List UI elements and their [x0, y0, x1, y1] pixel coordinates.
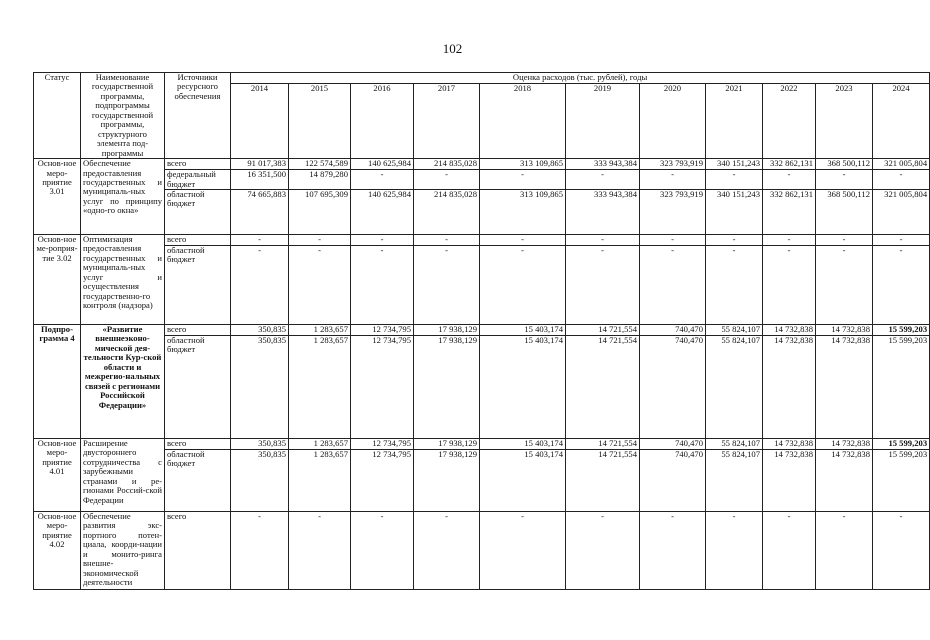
table-row	[34, 324, 930, 335]
value-cell: 332 862,131	[763, 189, 816, 234]
header-name: Наименование государственной программы, подпрограммы государственной программы, структурного элемента под-программы	[81, 73, 165, 159]
value-cell: 14 732,838	[763, 438, 816, 449]
value-cell: -	[566, 245, 640, 324]
value-cell: -	[816, 511, 873, 589]
value-cell: 333 943,384	[566, 189, 640, 234]
value-cell: 15 403,174	[480, 324, 566, 335]
value-cell: 350,835	[231, 335, 289, 438]
value-cell: 140 625,984	[351, 189, 414, 234]
value-cell: 350,835	[231, 324, 289, 335]
value-cell: -	[289, 234, 351, 245]
table-row	[34, 159, 930, 170]
value-cell: 12 734,795	[351, 438, 414, 449]
value-cell: 321 005,804	[873, 159, 930, 170]
table-row	[34, 511, 930, 589]
value-cell: -	[480, 170, 566, 190]
value-cell: 15 403,174	[480, 438, 566, 449]
value-cell: 1 283,657	[289, 449, 351, 511]
value-cell: 17 938,129	[414, 438, 480, 449]
year-header: 2018	[480, 84, 566, 159]
value-cell: -	[640, 170, 706, 190]
table-row	[34, 438, 930, 449]
value-cell: -	[414, 234, 480, 245]
value-cell: 313 109,865	[480, 159, 566, 170]
value-cell: 14 721,554	[566, 324, 640, 335]
table-row	[34, 449, 930, 511]
value-cell: 323 793,919	[640, 189, 706, 234]
value-cell: 55 824,107	[706, 324, 763, 335]
value-cell: 14 721,554	[566, 449, 640, 511]
status-cell: Основ-ное меро-приятие 4.01	[34, 438, 81, 511]
value-cell: 12 734,795	[351, 324, 414, 335]
year-header: 2019	[566, 84, 640, 159]
value-cell: -	[231, 234, 289, 245]
value-cell: -	[763, 234, 816, 245]
value-cell: 55 824,107	[706, 335, 763, 438]
year-header: 2017	[414, 84, 480, 159]
value-cell: 333 943,384	[566, 159, 640, 170]
source-cell: областной бюджет	[165, 245, 231, 324]
value-cell: 321 005,804	[873, 189, 930, 234]
year-header: 2016	[351, 84, 414, 159]
value-cell: 17 938,129	[414, 335, 480, 438]
source-cell: всего	[165, 511, 231, 589]
value-cell: 740,470	[640, 449, 706, 511]
value-cell: -	[351, 170, 414, 190]
value-cell: 14 879,280	[289, 170, 351, 190]
value-cell: -	[816, 234, 873, 245]
value-cell: 14 732,838	[763, 324, 816, 335]
value-cell: -	[640, 245, 706, 324]
value-cell: -	[763, 245, 816, 324]
value-cell: 14 732,838	[816, 324, 873, 335]
value-cell: 740,470	[640, 335, 706, 438]
value-cell: -	[480, 234, 566, 245]
value-cell: 12 734,795	[351, 335, 414, 438]
value-cell: 1 283,657	[289, 324, 351, 335]
value-cell: 91 017,383	[231, 159, 289, 170]
value-cell: 15 403,174	[480, 449, 566, 511]
value-cell: 16 351,500	[231, 170, 289, 190]
value-cell: 14 732,838	[816, 335, 873, 438]
value-cell: 74 665,883	[231, 189, 289, 234]
table-row	[34, 335, 930, 438]
value-cell: 340 151,243	[706, 189, 763, 234]
value-cell: 55 824,107	[706, 449, 763, 511]
value-cell: 214 835,028	[414, 159, 480, 170]
source-cell: всего	[165, 324, 231, 335]
value-cell: -	[231, 245, 289, 324]
year-header: 2021	[706, 84, 763, 159]
value-cell: 55 824,107	[706, 438, 763, 449]
value-cell: -	[351, 245, 414, 324]
year-header: 2022	[763, 84, 816, 159]
header-status: Статус	[34, 73, 81, 159]
year-header: 2014	[231, 84, 289, 159]
value-cell: -	[480, 511, 566, 589]
source-cell: всего	[165, 234, 231, 245]
value-cell: -	[816, 245, 873, 324]
value-cell: -	[289, 245, 351, 324]
table-body	[34, 159, 930, 590]
value-cell: -	[414, 245, 480, 324]
expense-table	[33, 72, 930, 590]
value-cell: -	[706, 234, 763, 245]
value-cell: 15 599,203	[873, 335, 930, 438]
value-cell: -	[351, 234, 414, 245]
value-cell: -	[640, 234, 706, 245]
value-cell: 14 721,554	[566, 335, 640, 438]
value-cell: 332 862,131	[763, 159, 816, 170]
source-cell: всего	[165, 438, 231, 449]
value-cell: 15 599,203	[873, 324, 930, 335]
status-cell: Подпро-грамма 4	[34, 324, 81, 438]
year-header: 2024	[873, 84, 930, 159]
value-cell: -	[763, 511, 816, 589]
year-header: 2020	[640, 84, 706, 159]
value-cell: -	[706, 511, 763, 589]
source-cell: областной бюджет	[165, 449, 231, 511]
value-cell: -	[873, 511, 930, 589]
table-row	[34, 189, 930, 234]
value-cell: 15 599,203	[873, 449, 930, 511]
name-cell: Расширение двустороннего сотрудничества с зарубежными странами и ре-гионами Россий-ской Федерации	[81, 438, 165, 511]
status-cell: Основ-ное меро-приятие 3.01	[34, 159, 81, 235]
source-cell: областной бюджет	[165, 189, 231, 234]
value-cell: 313 109,865	[480, 189, 566, 234]
name-cell: Оптимизация предоставления государственных и муниципаль-ных услуг и осуществления государственно-го контроля (надзора)	[81, 234, 165, 324]
value-cell: 740,470	[640, 438, 706, 449]
value-cell: 15 403,174	[480, 335, 566, 438]
value-cell: 14 732,838	[816, 438, 873, 449]
value-cell: 1 283,657	[289, 335, 351, 438]
value-cell: 14 732,838	[763, 449, 816, 511]
value-cell: 17 938,129	[414, 449, 480, 511]
value-cell: 740,470	[640, 324, 706, 335]
value-cell: 140 625,984	[351, 159, 414, 170]
status-cell: Основ-ное меро-приятие 4.02	[34, 511, 81, 589]
value-cell: 107 695,309	[289, 189, 351, 234]
value-cell: 122 574,589	[289, 159, 351, 170]
value-cell: -	[873, 170, 930, 190]
value-cell: -	[231, 511, 289, 589]
value-cell: 15 599,203	[873, 438, 930, 449]
value-cell: 14 721,554	[566, 438, 640, 449]
value-cell: 17 938,129	[414, 324, 480, 335]
status-cell: Основ-ное ме-роприя-тие 3.02	[34, 234, 81, 324]
value-cell: 340 151,243	[706, 159, 763, 170]
value-cell: -	[566, 170, 640, 190]
table-row	[34, 234, 930, 245]
value-cell: 14 732,838	[816, 449, 873, 511]
value-cell: 14 732,838	[763, 335, 816, 438]
source-cell: всего	[165, 159, 231, 170]
value-cell: 350,835	[231, 449, 289, 511]
source-cell: федеральный бюджет	[165, 170, 231, 190]
value-cell: -	[706, 170, 763, 190]
value-cell: -	[566, 511, 640, 589]
value-cell: 12 734,795	[351, 449, 414, 511]
value-cell: 1 283,657	[289, 438, 351, 449]
table-row	[34, 245, 930, 324]
value-cell: -	[873, 245, 930, 324]
page-number: 102	[442, 41, 463, 56]
name-cell: Обеспечение предоставления государственных и муниципаль-ных услуг по принципу «одно-го окна»	[81, 159, 165, 235]
value-cell: 323 793,919	[640, 159, 706, 170]
source-cell: областной бюджет	[165, 335, 231, 438]
value-cell: -	[480, 245, 566, 324]
year-header: 2015	[289, 84, 351, 159]
value-cell: -	[414, 170, 480, 190]
name-cell: «Развитие внешнеэконо-мической дея-тельности Кур-ской области и межрегио-нальных связей с регионами Российской Федерации»	[81, 324, 165, 438]
header-sources: Источники ресурсного обеспечения	[165, 73, 231, 159]
value-cell: -	[351, 511, 414, 589]
value-cell: -	[763, 170, 816, 190]
value-cell: -	[566, 234, 640, 245]
value-cell: -	[414, 511, 480, 589]
value-cell: 214 835,028	[414, 189, 480, 234]
value-cell: 368 500,112	[816, 189, 873, 234]
value-cell: 368 500,112	[816, 159, 873, 170]
value-cell: -	[816, 170, 873, 190]
value-cell: -	[873, 234, 930, 245]
value-cell: -	[640, 511, 706, 589]
value-cell: -	[289, 511, 351, 589]
value-cell: 350,835	[231, 438, 289, 449]
year-header: 2023	[816, 84, 873, 159]
table-row	[34, 170, 930, 190]
header-estimate: Оценка расходов (тыс. рублей), годы	[231, 73, 930, 84]
value-cell: -	[706, 245, 763, 324]
name-cell: Обеспечение развития экс-портного потен-циала, коорди-нации и монито-ринга внешне-экономической деятельности	[81, 511, 165, 589]
